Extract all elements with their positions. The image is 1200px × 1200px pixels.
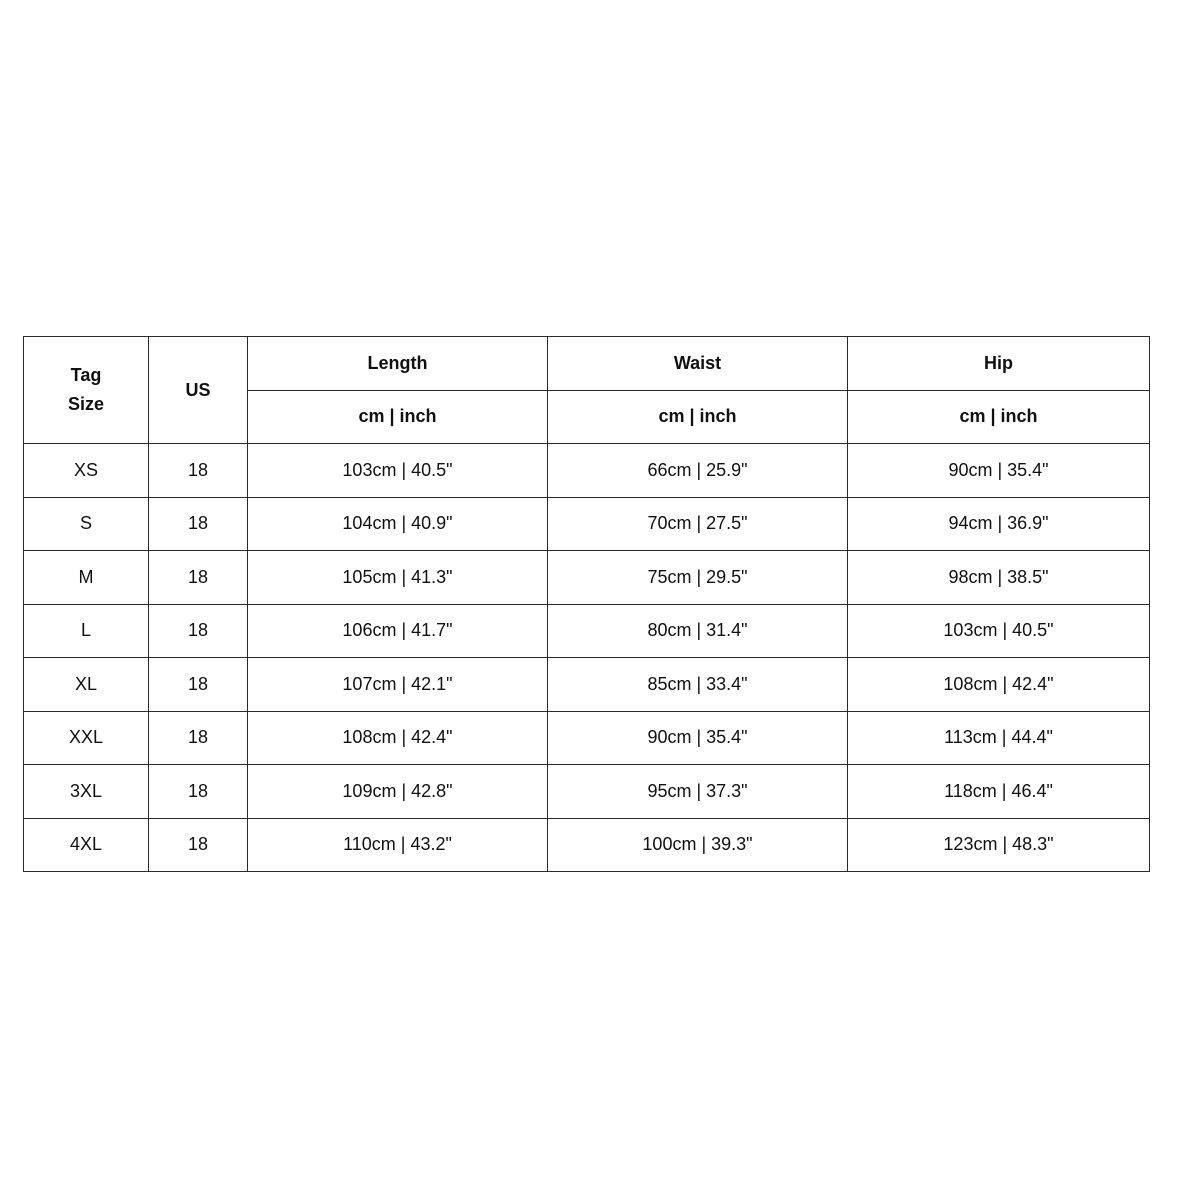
cell-hip: 90cm | 35.4" <box>848 444 1150 498</box>
length-unit: cm | inch <box>248 390 548 444</box>
waist-unit: cm | inch <box>548 390 848 444</box>
cell-waist: 70cm | 27.5" <box>548 497 848 551</box>
cell-tag: 3XL <box>24 765 149 819</box>
cell-hip: 94cm | 36.9" <box>848 497 1150 551</box>
cell-tag: M <box>24 551 149 605</box>
cell-waist: 66cm | 25.9" <box>548 444 848 498</box>
cell-tag: XL <box>24 658 149 712</box>
table-row <box>24 765 1150 819</box>
header-hip: Hip <box>848 337 1150 391</box>
cell-length: 107cm | 42.1" <box>248 658 548 712</box>
cell-length: 110cm | 43.2" <box>248 818 548 872</box>
cell-hip: 118cm | 46.4" <box>848 765 1150 819</box>
hip-unit: cm | inch <box>848 390 1150 444</box>
cell-us: 18 <box>149 604 248 658</box>
cell-tag: S <box>24 497 149 551</box>
cell-tag: 4XL <box>24 818 149 872</box>
cell-hip: 103cm | 40.5" <box>848 604 1150 658</box>
cell-tag: XS <box>24 444 149 498</box>
table-row <box>24 818 1150 872</box>
cell-length: 104cm | 40.9" <box>248 497 548 551</box>
cell-us: 18 <box>149 497 248 551</box>
table-row <box>24 497 1150 551</box>
cell-waist: 80cm | 31.4" <box>548 604 848 658</box>
cell-tag: XXL <box>24 711 149 765</box>
cell-hip: 113cm | 44.4" <box>848 711 1150 765</box>
cell-length: 103cm | 40.5" <box>248 444 548 498</box>
cell-waist: 100cm | 39.3" <box>548 818 848 872</box>
cell-us: 18 <box>149 765 248 819</box>
cell-waist: 85cm | 33.4" <box>548 658 848 712</box>
table-row <box>24 658 1150 712</box>
table-row <box>24 604 1150 658</box>
header-length: Length <box>248 337 548 391</box>
cell-hip: 98cm | 38.5" <box>848 551 1150 605</box>
header-waist: Waist <box>548 337 848 391</box>
table-row <box>24 551 1150 605</box>
cell-us: 18 <box>149 711 248 765</box>
cell-length: 108cm | 42.4" <box>248 711 548 765</box>
cell-us: 18 <box>149 551 248 605</box>
cell-length: 106cm | 41.7" <box>248 604 548 658</box>
cell-us: 18 <box>149 818 248 872</box>
header-row <box>24 337 1150 391</box>
cell-waist: 75cm | 29.5" <box>548 551 848 605</box>
table-body <box>24 444 1150 872</box>
cell-tag: L <box>24 604 149 658</box>
cell-us: 18 <box>149 658 248 712</box>
cell-length: 109cm | 42.8" <box>248 765 548 819</box>
header-us: US <box>149 337 248 444</box>
table-row <box>24 444 1150 498</box>
cell-waist: 90cm | 35.4" <box>548 711 848 765</box>
cell-length: 105cm | 41.3" <box>248 551 548 605</box>
size-chart-table <box>23 336 1150 872</box>
cell-hip: 123cm | 48.3" <box>848 818 1150 872</box>
cell-waist: 95cm | 37.3" <box>548 765 848 819</box>
header-tag-size <box>24 337 149 444</box>
header-tag-size-line1: Tag <box>70 365 102 385</box>
cell-hip: 108cm | 42.4" <box>848 658 1150 712</box>
header-tag-size-line2: Size <box>67 394 105 414</box>
table-row <box>24 711 1150 765</box>
cell-us: 18 <box>149 444 248 498</box>
